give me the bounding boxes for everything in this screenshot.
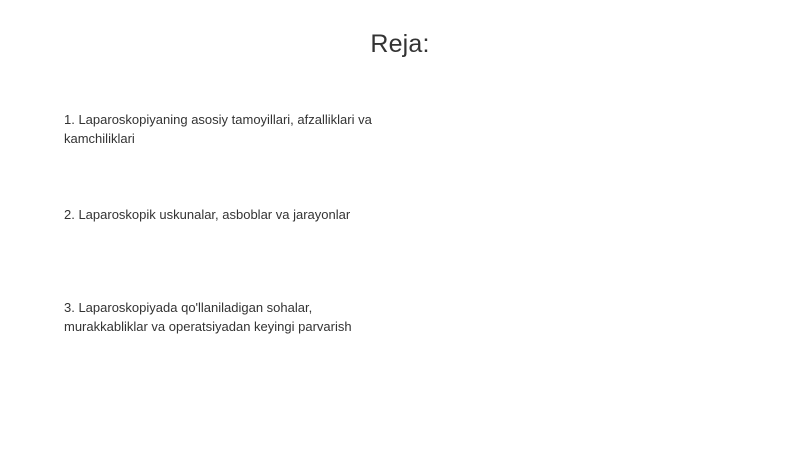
agenda-item-3: 3. Laparoskopiyada qo'llaniladigan sohalar, murakkabliklar va operatsiyadan keyingi parvarish [64,300,352,334]
agenda-item-1: 1. Laparoskopiyaning asosiy tamoyillari, afzalliklari va kamchiliklari [64,112,372,146]
agenda-item-2: 2. Laparoskopik uskunalar, asboblar va jarayonlar [64,207,351,222]
slide-title: Reja: [370,30,430,58]
